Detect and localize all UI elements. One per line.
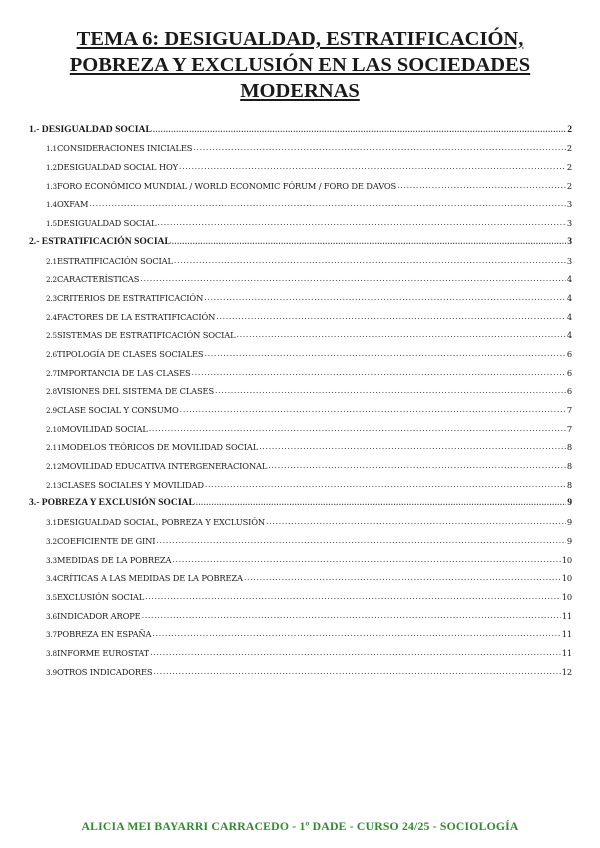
toc-page-number: 3 [566, 255, 572, 266]
toc-entry-label [46, 143, 192, 153]
toc-subentry[interactable] [29, 284, 572, 303]
toc-page-number: 7 [566, 423, 572, 434]
toc-entry-number: 2.5 [46, 331, 57, 341]
toc-page-number: 4 [566, 330, 572, 341]
toc-entry-text: COEFICIENTE DE GINI [56, 535, 156, 546]
toc-subentry[interactable] [29, 172, 572, 191]
toc-leader-dots [152, 629, 560, 639]
toc-subentry[interactable] [29, 247, 572, 266]
toc-entry-number: 2.7 [46, 368, 57, 378]
toc-entry-text: SISTEMAS DE ESTRATIFICACIÓN SOCIAL [56, 330, 236, 341]
table-of-contents [29, 116, 572, 677]
toc-entry-label [46, 293, 203, 303]
toc-entry-text: VISIONES DEL SISTEMA DE CLASES [56, 386, 214, 397]
toc-entry-number: 2.10 [46, 424, 62, 434]
toc-entry-number: 3.9 [46, 667, 57, 677]
toc-leader-dots [153, 125, 566, 135]
toc-subentry[interactable] [29, 153, 572, 172]
toc-entry-text: DESIGUALDAD SOCIAL, POBREZA Y EXCLUSIÓN [56, 517, 266, 528]
toc-page-number: 2 [566, 143, 572, 154]
toc-entry-number: 2.11 [46, 443, 62, 453]
toc-entry-number: 1.5 [46, 219, 57, 229]
toc-entry-number: 2.3 [46, 293, 57, 303]
toc-subentry[interactable] [29, 434, 572, 453]
toc-leader-dots [142, 611, 561, 621]
toc-subentry[interactable] [29, 471, 572, 490]
toc-subentry[interactable] [29, 621, 572, 640]
toc-page-number: 9 [567, 497, 572, 509]
toc-page-number: 6 [566, 386, 572, 397]
toc-leader-dots [215, 386, 566, 396]
toc-entry-number: 2.4 [46, 312, 57, 322]
toc-leader-dots [172, 555, 560, 565]
toc-leader-dots [192, 368, 566, 378]
toc-entry-number: 2.2 [46, 275, 57, 285]
toc-entry-text: MOVILIDAD SOCIAL [61, 423, 148, 434]
title-line-3: MODERNAS [240, 80, 360, 102]
toc-leader-dots [268, 461, 566, 471]
toc-page-number: 8 [566, 461, 572, 472]
toc-entry-text: CLASES SOCIALES Y MOVILIDAD [61, 479, 204, 490]
toc-entry-text: FACTORES DE LA ESTRATIFICACIÓN [56, 311, 216, 322]
toc-entry-label [46, 256, 173, 266]
toc-leader-dots [172, 237, 566, 247]
toc-entry-text: 3.- POBREZA Y EXCLUSIÓN SOCIAL [29, 497, 195, 509]
toc-entry-label [46, 274, 139, 284]
toc-subentry[interactable] [29, 583, 572, 602]
toc-entry-number: 3.2 [46, 536, 57, 546]
toc-page-number: 10 [561, 573, 572, 584]
toc-entry-label [46, 629, 151, 639]
toc-subentry[interactable] [29, 396, 572, 415]
toc-page-number: 8 [566, 479, 572, 490]
toc-entry-text: OXFAM [56, 199, 89, 210]
toc-entry-text: 2.- ESTRATIFICACIÓN SOCIAL [29, 235, 171, 247]
toc-entry-label [29, 497, 195, 508]
toc-entry-text: IMPORTANCIA DE LAS CLASES [56, 367, 191, 378]
toc-entry-label [46, 442, 258, 452]
toc-entry-label [46, 330, 235, 340]
toc-entry-label [46, 517, 265, 527]
toc-leader-dots [236, 330, 565, 340]
toc-entry-text: 1.- DESIGUALDAD SOCIAL [29, 123, 152, 135]
title-line-1: TEMA 6: DESIGUALDAD, ESTRATIFICACIÓN, [76, 28, 524, 50]
toc-entry-label [46, 667, 152, 677]
toc-entry-text: MOVILIDAD EDUCATIVA INTERGENERACIONAL [61, 461, 268, 472]
toc-entry-number: 3.4 [46, 574, 57, 584]
toc-subentry[interactable] [29, 546, 572, 565]
toc-entry-label [46, 555, 171, 565]
toc-entry-text: CLASE SOCIAL Y CONSUMO [56, 405, 179, 415]
toc-entry-number: 2.12 [46, 462, 62, 472]
toc-entry-number: 2.9 [46, 406, 57, 415]
toc-entry-text: POBREZA EN ESPAÑA [56, 629, 152, 640]
toc-entry-text: DESIGUALDAD SOCIAL HOY [56, 162, 178, 173]
toc-entry-text: INFORME EUROSTAT [56, 647, 150, 658]
toc-entry-label [46, 162, 178, 172]
toc-entry-number: 1.2 [46, 163, 57, 173]
toc-entry-label [46, 648, 149, 658]
toc-entry-number: 3.8 [46, 648, 57, 658]
toc-subentry[interactable] [29, 527, 572, 546]
toc-entry-number: 3.1 [46, 518, 57, 528]
toc-subentry[interactable] [29, 191, 572, 210]
toc-entry-label [46, 218, 156, 228]
toc-subentry[interactable] [29, 359, 572, 378]
toc-entry-label [46, 312, 215, 322]
toc-entry-label [46, 480, 204, 490]
toc-entry-text: TIPOLOGÍA DE CLASES SOCIALES [56, 348, 204, 359]
toc-page-number: 6 [566, 348, 572, 359]
toc-entry-text: CRITERIOS DE ESTRATIFICACIÓN [56, 292, 204, 303]
toc-entry-label [29, 124, 152, 135]
toc-subentry[interactable] [29, 508, 572, 527]
toc-page-number: 9 [566, 517, 572, 528]
toc-entry-number: 3.3 [46, 555, 57, 565]
toc-entry-label [46, 349, 203, 359]
toc-leader-dots [145, 592, 561, 602]
toc-page-number: 6 [566, 367, 572, 378]
toc-section-entry[interactable] [29, 490, 572, 509]
toc-leader-dots [180, 405, 566, 415]
title-line-2: POBREZA Y EXCLUSIÓN EN LAS SOCIEDADES [69, 54, 531, 76]
toc-entry-number: 3.7 [46, 630, 57, 640]
toc-section-entry[interactable] [29, 228, 572, 247]
toc-leader-dots [204, 293, 566, 303]
toc-page-number: 3 [567, 235, 572, 247]
toc-entry-text: MEDIDAS DE LA POBREZA [56, 554, 172, 565]
toc-subentry[interactable] [29, 322, 572, 341]
toc-page-number: 9 [566, 535, 572, 546]
toc-page-number: 11 [561, 610, 572, 621]
toc-entry-label [46, 181, 396, 191]
toc-subentry[interactable] [29, 602, 572, 621]
toc-leader-dots [216, 312, 566, 322]
toc-leader-dots [397, 181, 566, 191]
toc-entry-label [46, 405, 179, 415]
toc-subentry[interactable] [29, 639, 572, 658]
toc-entry-text: CRÍTICAS A LAS MEDIDAS DE LA POBREZA [56, 573, 243, 584]
toc-entry-number: 3.6 [46, 611, 57, 621]
toc-leader-dots [244, 573, 561, 583]
toc-entry-number: 1.4 [46, 200, 57, 210]
toc-entry-number: 1.3 [46, 181, 57, 191]
toc-leader-dots [205, 480, 566, 490]
toc-page-number: 2 [567, 123, 572, 135]
toc-subentry[interactable] [29, 658, 572, 677]
toc-entry-label [46, 573, 243, 583]
toc-leader-dots [204, 349, 565, 359]
toc-subentry[interactable] [29, 209, 572, 228]
toc-page-number: 4 [566, 292, 572, 303]
toc-leader-dots [156, 536, 566, 546]
toc-leader-dots [150, 648, 561, 658]
toc-entry-text: INDICADOR AROPE [56, 610, 141, 621]
toc-leader-dots [89, 199, 566, 209]
toc-entry-number: 2.13 [46, 480, 62, 490]
toc-leader-dots [174, 256, 566, 266]
toc-entry-label [46, 461, 267, 471]
toc-subentry[interactable] [29, 135, 572, 154]
toc-subentry[interactable] [29, 565, 572, 584]
toc-page-number: 3 [566, 218, 572, 229]
toc-page-number: 7 [566, 405, 572, 415]
toc-entry-text: OTROS INDICADORES [56, 666, 153, 677]
toc-entry-text: FORO ECONÓMICO MUNDIAL / WORLD ECONOMIC FÓRUM / FORO DE DAVOS [56, 180, 397, 191]
toc-entry-label [46, 199, 88, 209]
toc-entry-text: CONSIDERACIONES INICIALES [56, 143, 193, 154]
toc-entry-text: DESIGUALDAD SOCIAL [56, 218, 157, 229]
toc-entry-number: 2.1 [46, 256, 57, 266]
toc-page-number: 2 [566, 162, 572, 173]
toc-entry-label [46, 536, 155, 546]
toc-subentry[interactable] [29, 303, 572, 322]
toc-page-number: 10 [561, 591, 572, 602]
footer-author: ALICIA MEI BAYARRI CARRACEDO - 1º DADE - CURSO 24/25 - SOCIOLOGÍA [81, 820, 519, 833]
toc-leader-dots [140, 274, 566, 284]
toc-entry-label [46, 368, 191, 378]
toc-entry-label [46, 592, 144, 602]
toc-page-number: 2 [566, 180, 572, 191]
toc-leader-dots [179, 162, 566, 172]
toc-entry-number: 2.8 [46, 387, 57, 397]
toc-entry-text: EXCLUSIÓN SOCIAL [56, 591, 145, 602]
toc-page-number: 10 [561, 554, 572, 565]
toc-entry-number: 1.1 [46, 144, 57, 154]
toc-leader-dots [266, 517, 566, 527]
toc-subentry[interactable] [29, 340, 572, 359]
toc-entry-label [46, 611, 141, 621]
toc-leader-dots [196, 498, 566, 508]
toc-page-number: 8 [566, 442, 572, 453]
toc-subentry[interactable] [29, 415, 572, 434]
toc-entry-text: ESTRATIFICACIÓN SOCIAL [56, 255, 173, 266]
document-title [30, 26, 570, 104]
toc-page-number: 11 [561, 629, 572, 640]
toc-leader-dots [157, 218, 565, 228]
toc-page-number: 3 [566, 199, 572, 210]
toc-entry-text: CARACTERÍSTICAS [56, 274, 140, 285]
toc-subentry[interactable] [29, 266, 572, 285]
toc-entry-number: 2.6 [46, 349, 57, 359]
toc-entry-label [46, 424, 148, 434]
toc-section-entry[interactable] [29, 116, 572, 135]
toc-leader-dots [149, 424, 566, 434]
toc-entry-label [46, 386, 214, 396]
toc-page-number: 12 [561, 666, 572, 677]
toc-entry-number: 3.5 [46, 592, 57, 602]
toc-subentry[interactable] [29, 452, 572, 471]
toc-entry-text: MODELOS TEÓRICOS DE MOVILIDAD SOCIAL [61, 442, 259, 453]
toc-leader-dots [153, 667, 560, 677]
toc-entry-label [29, 236, 171, 247]
toc-leader-dots [193, 143, 566, 153]
toc-leader-dots [259, 442, 566, 452]
toc-page-number: 11 [561, 647, 572, 658]
toc-subentry[interactable] [29, 378, 572, 397]
toc-page-number: 4 [566, 274, 572, 285]
toc-page-number: 4 [566, 311, 572, 322]
